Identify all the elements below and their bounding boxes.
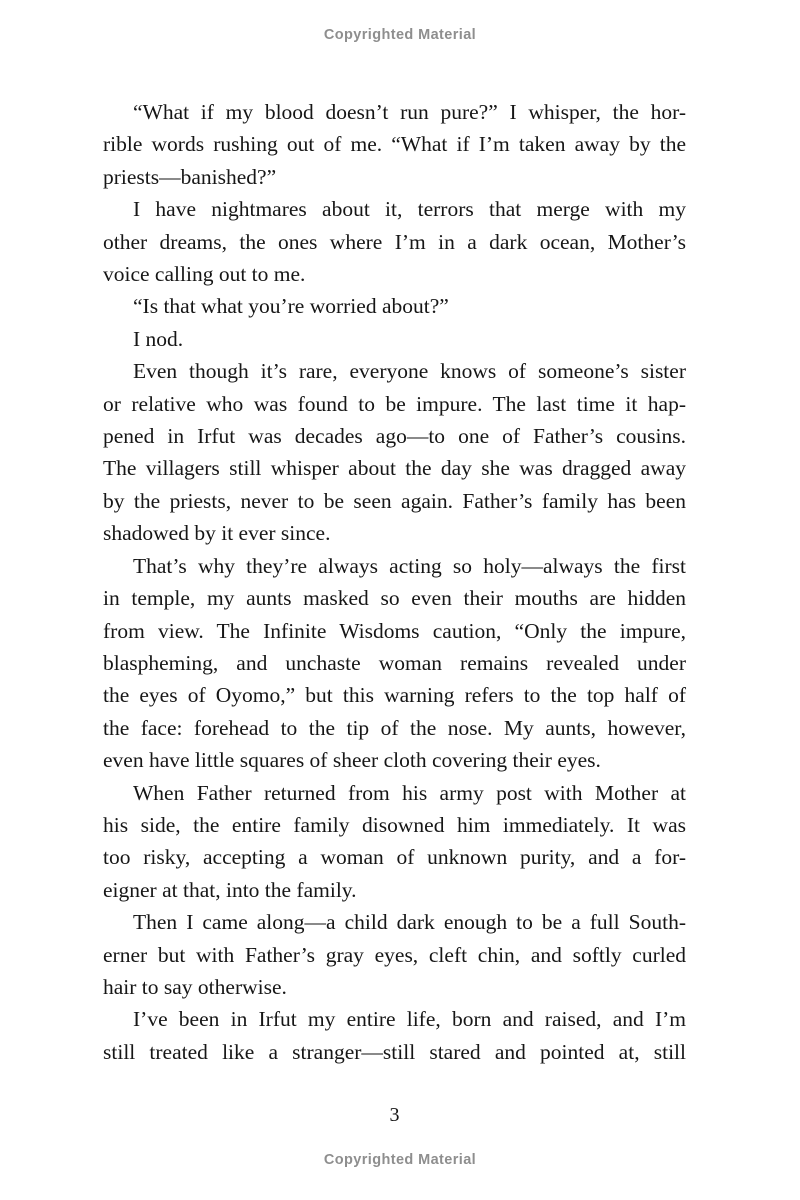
text-line: Then I came along—a child dark enough to be a full South- <box>133 910 686 935</box>
paragraph <box>103 355 686 549</box>
text-line: I’ve been in Irfut my entire life, born and raised, and I’m <box>133 1007 686 1032</box>
paragraph <box>103 323 686 355</box>
text-line: That’s why they’re always acting so holy—always the first <box>133 553 686 578</box>
text-line: pened in Irfut was decades ago—to one of Father’s cousins. <box>103 424 686 449</box>
text-line: or relative who was found to be impure. The last time it hap- <box>103 391 686 416</box>
body-text-block <box>103 96 686 1068</box>
text-line: his side, the entire family disowned him immediately. It was <box>103 812 686 837</box>
text-line: voice calling out to me. <box>103 262 306 287</box>
text-line: the face: forehead to the tip of the nose. My aunts, however, <box>103 715 686 740</box>
text-line: I nod. <box>133 326 184 351</box>
text-line: When Father returned from his army post with Mother at <box>133 780 686 805</box>
paragraph <box>103 193 686 290</box>
text-line: in temple, my aunts masked so even their mouths are hidden <box>103 586 686 611</box>
text-line: too risky, accepting a woman of unknown purity, and a for- <box>103 845 686 870</box>
text-line: The villagers still whisper about the day she was dragged away <box>103 456 686 481</box>
text-line: priests—banished?” <box>103 164 277 189</box>
paragraph <box>103 777 686 907</box>
text-line: erner but with Father’s gray eyes, cleft chin, and softly curled <box>103 942 686 967</box>
text-line: “Is that what you’re worried about?” <box>133 294 449 319</box>
text-line: by the priests, never to be seen again. Father’s family has been <box>103 488 686 513</box>
copyright-notice-bottom: Copyrighted Material <box>323 1152 477 1168</box>
text-line: blaspheming, and unchaste woman remains revealed under <box>103 650 686 675</box>
text-line: eigner at that, into the family. <box>103 877 357 902</box>
copyright-notice-top: Copyrighted Material <box>323 27 477 43</box>
text-line: other dreams, the ones where I’m in a dark ocean, Mother’s <box>103 229 686 254</box>
text-line: even have little squares of sheer cloth covering their eyes. <box>103 748 601 773</box>
paragraph <box>103 550 686 777</box>
text-line: still treated like a stranger—still stared and pointed at, still <box>103 1039 686 1064</box>
text-line: the eyes of Oyomo,” but this warning refers to the top half of <box>103 683 686 708</box>
text-line: shadowed by it ever since. <box>103 521 331 546</box>
text-line: rible words rushing out of me. “What if I’m taken away by the <box>103 132 686 157</box>
page-number: 3 <box>389 1104 400 1126</box>
paragraph <box>103 290 686 322</box>
text-line: I have nightmares about it, terrors that merge with my <box>133 197 686 222</box>
paragraph <box>103 96 686 193</box>
paragraph <box>103 1003 686 1068</box>
text-line: Even though it’s rare, everyone knows of someone’s sister <box>133 359 686 384</box>
text-line: from view. The Infinite Wisdoms caution, “Only the impure, <box>103 618 686 643</box>
text-line: “What if my blood doesn’t run pure?” I whisper, the hor- <box>133 100 686 124</box>
text-line: hair to say otherwise. <box>103 974 287 999</box>
paragraph <box>103 906 686 1003</box>
